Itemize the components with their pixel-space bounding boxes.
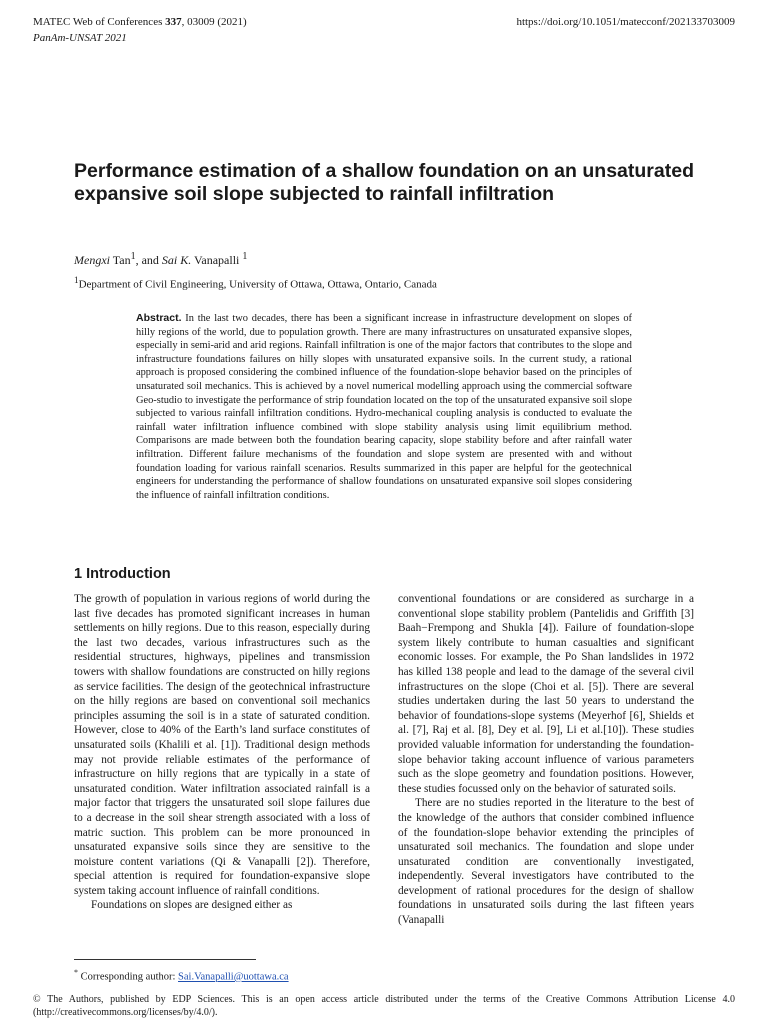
paragraph: The growth of population in various regions of world during the last five decades has promoted significant increases in human settlements on hilly regions. Due to this reason, especially during the last two decades, various infrastructures such as the residential structures, highways, pipelines and transmission towers with shallow foundations are constructed on hilly regions as service facilities. The design of the geotechnical infrastructure on the hilly regions are based on conventional soil mechanics principles assuming the soil is in a state of saturated condition. However, close to 40% of the Earth’s land surface constitutes of unsaturated soils (Khalili et al. [1]). Traditional design methods may not provide reliable estimates of the performance of infrastructure on hilly regions that are typically in a state of unsaturated condition. Water infiltration associated rainfall is a major factor that triggers the unsaturated soil slope failures due to a decrease in the soil shear strength associated with a loss of matric suction. This problem can be more pronounced in unsaturated expansive soils since they are sensitive to the moisture content variations (Qi & Vanapalli [2]). Therefore, special attention is required for foundation-expansive slope system taking account influence of rainfall conditions. [74,593,370,897]
footnote-mark: * [74,968,78,977]
paper-title: Performance estimation of a shallow foundation on an unsaturated expansive soil slope subjected to rainfall infiltration [74,160,694,205]
paragraph: conventional foundations or are considered as surcharge in a conventional slope stability problem (Pantelidis and Griffith [3] Baah−Frempong and Shukla [4]). Failure of foundation-slope system likely contribute to human casualties and significant economic losses. For example, the Po Shan landslides in 1972 has killed 138 people and lead to the damage of the several civil infrastructures on the slope (Choi et al. [5]). There are several studies undertaken during the last 50 years to understand the behavior of foundations-slope systems (Meyerhof [6], Shields et al. [7], Raj et al. [8], Dey et al. [9], Li et al.[10]). These studies provided valuable information for understanding the foundation-slope behavior taking account influence of various parameters such as the slope geometry and foundation positions. However, these studies focussed only on the behavior of saturated soils. [398,593,694,795]
section-heading: 1 Introduction [74,566,171,582]
affiliation [74,273,437,293]
abstract [136,312,632,502]
conference-name: PanAm-UNSAT 2021 [33,32,127,44]
author-2-first: Sai K. [161,253,192,267]
footnote [74,966,289,985]
paragraph: There are no studies reported in the literature to the best of the knowledge of the authors that consider combined influence of the foundation-slope behavior extending the principles of unsaturated soil mechanics. The foundation and slope under unsaturated condition are conventionally investigated, independently. Several investigators have contributed to the development of rational procedures for the design of shallow foundations in unsaturated soils during the last fifteen years (Vanapalli [398,797,694,927]
author-1-affil-mark: 1 [130,251,136,262]
author-2-last: Vanapalli [191,253,243,267]
article-number: , 03009 (2021) [181,16,247,28]
paragraph: Foundations on slopes are designed either as [91,899,293,912]
abstract-text: In the last two decades, there has been a significant increase in infrastructure development on slopes of hilly regions of the world, due to population growth. There are many infrastructures on unsaturated expansive slopes, especially in semi-arid and arid regions. Rainfall infiltration is one of the major factors that contributes to the slope and infrastructure foundations failures on hilly slopes with unsaturated expansive soils. In the current study, a rational approach is proposed considering the combined influence of the foundation-slope behavior based on the principles of unsaturated soil mechanics. This is achieved by a novel numerical modelling approach using the commercial software Geo-studio to investigate the performance of strip foundation located on the top of the unsaturated expansive soil slope subjected to various rainfall infiltration conditions. Hydro-mechanical coupling analysis is conducted to evaluate the rainfall water infiltration influence combined with slope stability analysis using limit equilibrium method. Comparisons are made between both the foundation bearing capacity, slope stability before and after rainfall water infiltration. Different failure mechanisms of the foundation and slope system are presented with and without foundation loading for various rainfall scenarios. Results summarized in this paper are helpful for the geotechnical engineers for understanding the performance of shallow foundations on unsaturated expansive soil slopes considering the influence of rainfall infiltration conditions. [136,313,632,501]
affil-mark: 1 [74,275,79,285]
author-1-first: Mengxi [74,253,110,267]
author-1-last: Tan [109,253,131,267]
running-header-left [33,14,247,46]
affil-text: Department of Civil Engineering, University of Ottawa, Ottawa, Ontario, Canada [78,278,437,291]
volume-number: 337 [165,16,182,28]
author-line [74,249,247,268]
body-column-right [398,592,694,928]
journal-citation: MATEC Web of Conferences 337, 03009 (2021) [33,16,247,28]
author-2-affil-mark: 1 [242,251,248,262]
email-link[interactable]: Sai.Vanapalli@uottawa.ca [178,971,289,983]
footnote-divider [74,959,256,960]
license-notice: © The Authors, published by EDP Sciences. This is an open access article distributed under the terms of the Creative Commons Attribution License 4.0 (http://creativecommons.org/licenses/by/4.0/). [33,994,735,1018]
doi-link[interactable]: https://doi.org/10.1051/matecconf/202133703009 [516,16,735,28]
body-column-left [74,592,370,913]
author-separator: , and [135,253,162,267]
abstract-label: Abstract. [136,312,182,324]
footnote-label: Corresponding author: [78,971,179,983]
